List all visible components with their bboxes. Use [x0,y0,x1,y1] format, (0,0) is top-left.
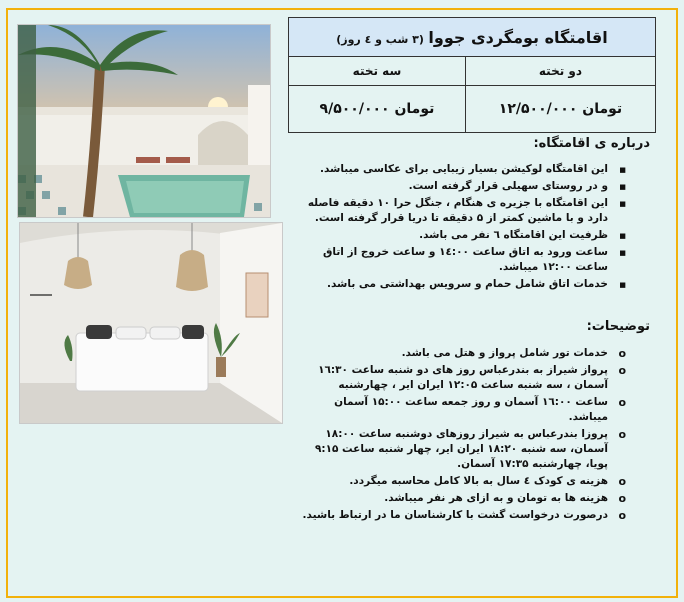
lodge-title: اقامتگاه بومگردی جووا [428,27,608,47]
list-item: o پروزا بندرعباس به شیراز روزهای دوشنبه ساعت ۱۸:۰۰ آسمان، سه شنبه ۱۸:۲۰ ایران ایر، چهار شنبه ساعت ۹:۱۵ پویا، چهارشنبه ۱۷:۳۵ آسمان. [298,427,628,472]
list-item: o پرواز شیراز به بندرعباس روز های دو شنبه ساعت ۱٦:۳۰ آسمان ، سه شنبه ساعت ۱۲:۰۵ ایران ایر ، چهارشنبه [298,363,628,393]
pool-photo [17,24,271,218]
about-heading: درباره ی اقامتگاه: [533,136,650,151]
triple-room-price: ۹/۵۰۰/۰۰۰ تومان [289,86,466,133]
lodge-duration: (۳ شب و ٤ روز) [336,32,424,46]
list-item: o هزینه ی کودک ٤ سال به بالا کامل محاسبه میگردد. [298,474,628,489]
double-room-label: دو تخته [465,57,655,86]
list-item: o خدمات تور شامل پرواز و هتل می باشد. [298,346,628,361]
list-item: o ساعت ۱٦:۰۰ آسمان و روز جمعه ساعت ۱۵:۰۰ آسمان میباشد. [298,395,628,425]
double-room-price: ۱۲/۵۰۰/۰۰۰ تومان [465,86,655,133]
list-item: ■ این اقامتگاه با جزیره ی هنگام ، جنگل حرا ۱۰ دقیقه فاصله دارد و با ماشین کمتر از ۵ دقیقه تا دریا قرار گرفته است. [298,196,628,226]
about-list [298,162,628,294]
title-cell [289,18,656,57]
bedroom-photo [19,222,283,424]
list-item: o هزینه ها به تومان و به ازای هر نفر میباشد. [298,491,628,506]
price-table [288,17,656,133]
list-item: o درصورت درخواست گشت با کارشناسان ما در ارتباط باشید. [298,508,628,523]
notes-list [298,346,628,525]
list-item: ■ خدمات اتاق شامل حمام و سرویس بهداشتی می باشد. [298,277,628,292]
list-item: ■ و در روستای سهیلی قرار گرفته است. [298,179,628,194]
list-item: ■ ظرفیت این اقامتگاه ٦ نفر می باشد. [298,228,628,243]
list-item: ■ ساعت ورود به اتاق ساعت ۱٤:۰۰ و ساعت خروج از اتاق ساعت ۱۲:۰۰ میباشد. [298,245,628,275]
list-item: ■ این اقامتگاه لوکیشن بسیار زیبایی برای عکاسی میباشد. [298,162,628,177]
triple-room-label: سه تخته [289,57,466,86]
notes-heading: توضیحات: [586,319,650,334]
